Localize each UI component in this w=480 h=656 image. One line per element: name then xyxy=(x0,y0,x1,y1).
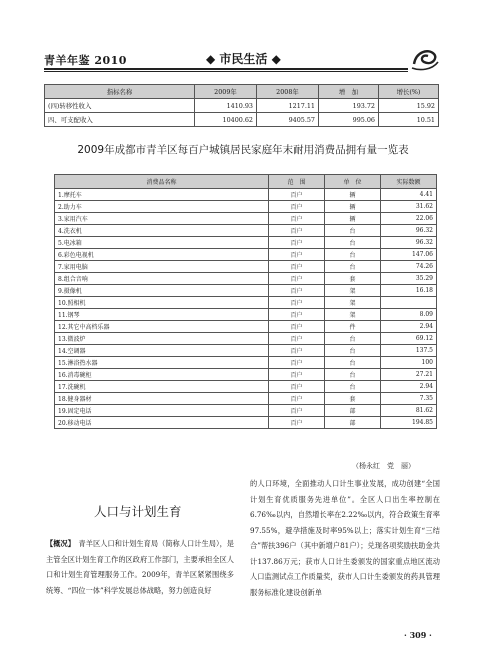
table-row xyxy=(55,201,437,213)
scope-cell: 百户 xyxy=(269,201,325,213)
unit-cell: 件 xyxy=(325,321,381,333)
scope-cell: 百户 xyxy=(269,309,325,321)
table-row xyxy=(55,405,437,417)
article-left-column xyxy=(46,536,234,598)
table-row xyxy=(55,393,437,405)
unit-cell: 套 xyxy=(325,273,381,285)
header-cell: 增长(%) xyxy=(379,85,439,99)
table-row xyxy=(55,333,437,345)
cell: 10.51 xyxy=(379,113,439,127)
value-cell: 137.5 xyxy=(381,345,437,357)
cell: 995.06 xyxy=(319,113,379,127)
table-row xyxy=(45,113,439,127)
value-cell: 96.32 xyxy=(381,225,437,237)
cell: 四、可支配收入 xyxy=(45,113,195,127)
value-cell: 81.62 xyxy=(381,405,437,417)
header-cell: 2008年 xyxy=(257,85,319,99)
unit-cell: 部 xyxy=(325,405,381,417)
table-row xyxy=(55,285,437,297)
scope-cell: 百户 xyxy=(269,297,325,309)
item-name-cell: 4.洗衣机 xyxy=(55,225,269,237)
unit-cell: 台 xyxy=(325,357,381,369)
scope-cell: 百户 xyxy=(269,417,325,429)
item-name-cell: 10.照相机 xyxy=(55,297,269,309)
scope-cell: 百户 xyxy=(269,213,325,225)
item-name-cell: 17.洗碗机 xyxy=(55,381,269,393)
credit-line: （杨永红 党 丽） xyxy=(352,462,415,470)
unit-cell: 辆 xyxy=(325,201,381,213)
table-row xyxy=(55,369,437,381)
unit-cell: 架 xyxy=(325,297,381,309)
table-row xyxy=(55,273,437,285)
unit-cell: 辆 xyxy=(325,189,381,201)
item-name-cell: 18.健身器材 xyxy=(55,393,269,405)
income-table xyxy=(44,84,439,127)
scope-cell: 百户 xyxy=(269,321,325,333)
table-row xyxy=(55,237,437,249)
value-cell: 22.06 xyxy=(381,213,437,225)
item-name-cell: 5.电冰箱 xyxy=(55,237,269,249)
item-name-cell: 2.助力车 xyxy=(55,201,269,213)
scope-cell: 百户 xyxy=(269,189,325,201)
value-cell: 2.94 xyxy=(381,381,437,393)
table-row xyxy=(55,357,437,369)
value-cell xyxy=(381,297,437,309)
consumer-goods-table xyxy=(54,174,437,429)
scope-cell: 百户 xyxy=(269,285,325,297)
value-cell: 31.62 xyxy=(381,201,437,213)
value-cell: 16.18 xyxy=(381,285,437,297)
table-header-row xyxy=(55,175,437,189)
cell: 10400.62 xyxy=(195,113,257,127)
unit-cell: 台 xyxy=(325,345,381,357)
item-name-cell: 11.钢琴 xyxy=(55,309,269,321)
table-row xyxy=(55,297,437,309)
value-cell: 27.21 xyxy=(381,369,437,381)
value-cell: 96.32 xyxy=(381,237,437,249)
item-name-cell: 7.家用电脑 xyxy=(55,261,269,273)
scope-cell: 百户 xyxy=(269,393,325,405)
table-row xyxy=(55,249,437,261)
value-cell: 147.06 xyxy=(381,249,437,261)
unit-cell: 架 xyxy=(325,285,381,297)
cell: 9405.57 xyxy=(257,113,319,127)
page-number: · 309 · xyxy=(404,630,432,640)
scope-cell: 百户 xyxy=(269,381,325,393)
unit-cell: 部 xyxy=(325,417,381,429)
header-cell: 2009年 xyxy=(195,85,257,99)
table-row xyxy=(55,417,437,429)
table-header-row xyxy=(45,85,439,99)
scope-cell: 百户 xyxy=(269,345,325,357)
unit-cell: 台 xyxy=(325,261,381,273)
table-row xyxy=(55,309,437,321)
unit-cell: 台 xyxy=(325,333,381,345)
header-cell: 范 围 xyxy=(269,175,325,189)
unit-cell: 台 xyxy=(325,381,381,393)
scope-cell: 百户 xyxy=(269,273,325,285)
book-title: 青羊年鉴 2010 xyxy=(44,54,127,67)
cell: 193.72 xyxy=(319,99,379,113)
header-cell: 单 位 xyxy=(325,175,381,189)
header-cell: 指标名称 xyxy=(45,85,195,99)
value-cell: 194.85 xyxy=(381,417,437,429)
cell: (四)转移性收入 xyxy=(45,99,195,113)
table-row xyxy=(45,99,439,113)
scope-cell: 百户 xyxy=(269,333,325,345)
item-name-cell: 15.淋浴热水器 xyxy=(55,357,269,369)
article-title: 人口与计划生育 xyxy=(94,504,182,519)
article-text-left: 青羊区人口和计划生育局（简称人口计生局），是主管全区计划生育工作的区政府工作部门，主要承担全区人口和计划生育管理服务工作。2009年，青羊区紧紧围绕多统筹、“四位一体”科学发展总体战略，努力创造良好 xyxy=(46,539,234,595)
table-row xyxy=(55,381,437,393)
scope-cell: 百户 xyxy=(269,261,325,273)
unit-cell: 台 xyxy=(325,225,381,237)
header-cell: 实际数额 xyxy=(381,175,437,189)
table-row xyxy=(55,345,437,357)
header-rule xyxy=(44,68,408,70)
scope-cell: 百户 xyxy=(269,369,325,381)
cell: 1217.11 xyxy=(257,99,319,113)
table-body xyxy=(55,189,437,429)
item-name-cell: 12.其它中高档乐器 xyxy=(55,321,269,333)
unit-cell: 台 xyxy=(325,369,381,381)
item-name-cell: 19.固定电话 xyxy=(55,405,269,417)
item-name-cell: 6.彩色电视机 xyxy=(55,249,269,261)
table-row xyxy=(55,321,437,333)
table-row xyxy=(55,213,437,225)
value-cell: 2.94 xyxy=(381,321,437,333)
table-row xyxy=(55,189,437,201)
unit-cell: 台 xyxy=(325,249,381,261)
header-rule-thin xyxy=(44,71,408,72)
table-row xyxy=(55,225,437,237)
item-name-cell: 1.摩托车 xyxy=(55,189,269,201)
item-name-cell: 14.空调器 xyxy=(55,345,269,357)
unit-cell: 台 xyxy=(325,237,381,249)
value-cell: 7.35 xyxy=(381,393,437,405)
scope-cell: 百户 xyxy=(269,357,325,369)
article-right-column: 的人口环境，全面推动人口计生事业发展，成功创建“全国计划生育优质服务先进单位”。全区人口出生率控制在6.76‰以内，自然增长率在2.22‰以内，符合政策生育率97.55%，避孕措施及时率95%以上；落实计划生育“三结合”帮扶396户（其中新增户81户）；兑现各项奖励扶助金共计137.86万元；获市人口计生委颁发的国家重点地区流动人口监测试点工作质量奖，获市人口计生委颁发的药具管理服务标准化建设创新单 xyxy=(250,479,440,597)
value-cell: 100 xyxy=(381,357,437,369)
value-cell: 4.41 xyxy=(381,189,437,201)
item-name-cell: 13.微波炉 xyxy=(55,333,269,345)
cell: 1410.93 xyxy=(195,99,257,113)
scope-cell: 百户 xyxy=(269,405,325,417)
section-tag: 【概况】 xyxy=(46,539,72,548)
scope-cell: 百户 xyxy=(269,225,325,237)
unit-cell: 架 xyxy=(325,309,381,321)
table-row xyxy=(55,261,437,273)
cell: 15.92 xyxy=(379,99,439,113)
scope-cell: 百户 xyxy=(269,237,325,249)
value-cell: 35.29 xyxy=(381,273,437,285)
section-title: ◆ 市民生活 ◆ xyxy=(206,52,281,66)
scope-cell: 百户 xyxy=(269,249,325,261)
value-cell: 8.09 xyxy=(381,309,437,321)
swirl-logo-icon xyxy=(410,44,440,72)
item-name-cell: 9.摄像机 xyxy=(55,285,269,297)
item-name-cell: 16.消毒碗柜 xyxy=(55,369,269,381)
item-name-cell: 3.家用汽车 xyxy=(55,213,269,225)
unit-cell: 套 xyxy=(325,393,381,405)
table-title: 2009年成都市青羊区每百户城镇居民家庭年末耐用消费品拥有量一览表 xyxy=(77,144,409,156)
unit-cell: 辆 xyxy=(325,213,381,225)
item-name-cell: 20.移动电话 xyxy=(55,417,269,429)
value-cell: 69.12 xyxy=(381,333,437,345)
header-cell: 消费品名称 xyxy=(55,175,269,189)
header-cell: 增 加 xyxy=(319,85,379,99)
value-cell: 74.26 xyxy=(381,261,437,273)
item-name-cell: 8.组合音响 xyxy=(55,273,269,285)
